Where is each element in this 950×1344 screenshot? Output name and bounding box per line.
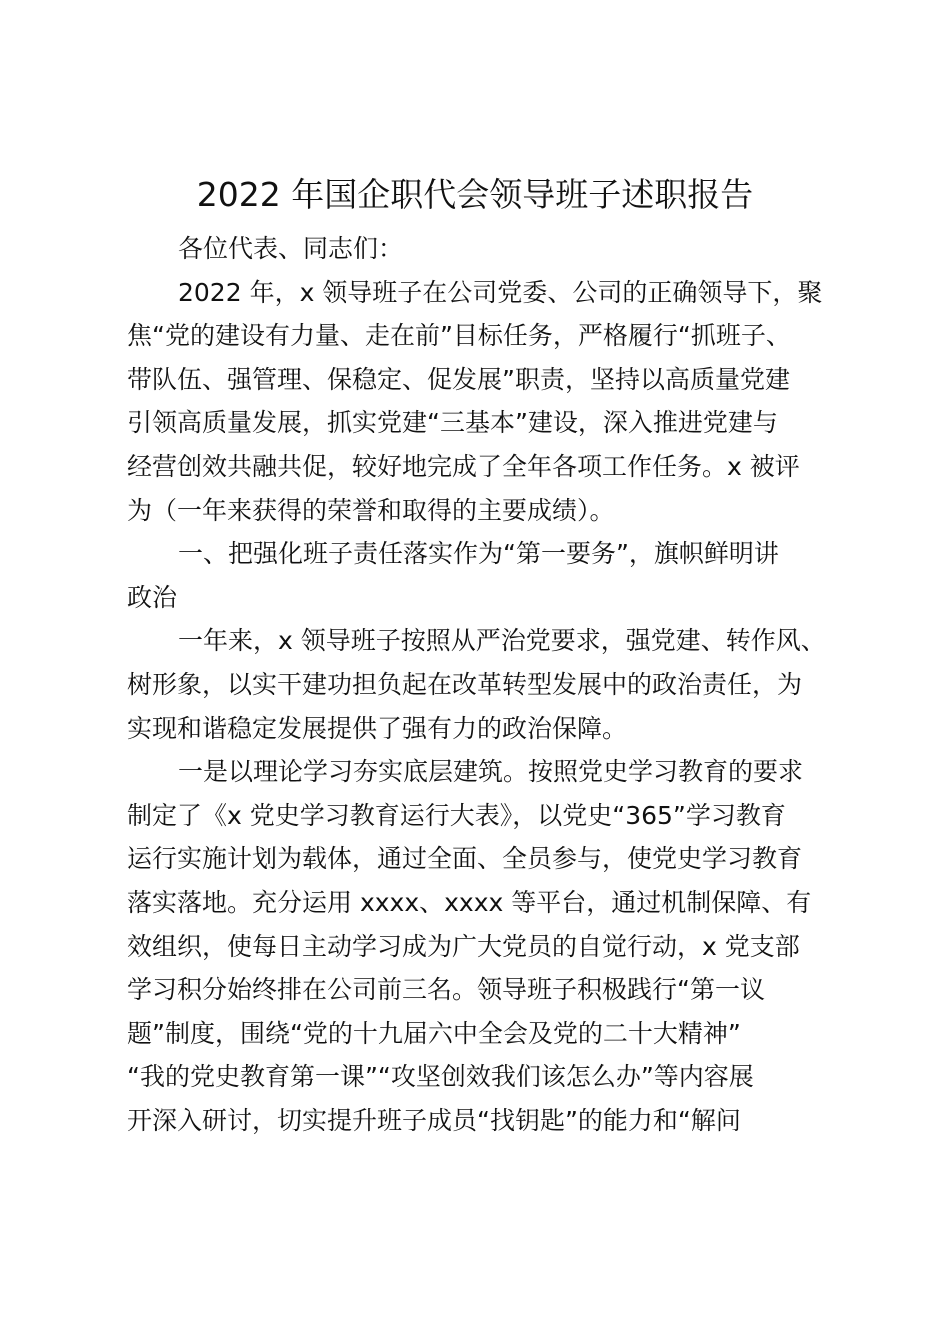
paragraph-line: 2022 年，x 领导班子在公司党委、公司的正确领导下，聚	[178, 277, 823, 307]
paragraph-line: 引领高质量发展，抓实党建“三基本”建设，深入推进党建与	[127, 408, 778, 438]
paragraph-line: 实现和谐稳定发展提供了强有力的政治保障。	[127, 713, 628, 743]
paragraph-line: 效组织，使每日主动学习成为广大党员的自觉行动，x 党支部	[127, 931, 800, 961]
paragraph-line: 一年来，x 领导班子按照从严治党要求，强党建、转作风、	[178, 626, 826, 656]
paragraph-line: 带队伍、强管理、保稳定、促发展”职责，坚持以高质量党建	[127, 364, 790, 394]
paragraph-line: 树形象，以实干建功担负起在改革转型发展中的政治责任，为	[127, 669, 803, 699]
paragraph-line: “我的党史教育第一课”“攻坚创效我们该怎么办”等内容展	[127, 1062, 754, 1092]
document-body	[127, 227, 847, 1142]
paragraph-line: 开深入研讨，切实提升班子成员“找钥匙”的能力和“解问	[127, 1105, 741, 1135]
paragraph-line: 为（一年来获得的荣誉和取得的主要成绩）。	[127, 495, 615, 525]
paragraph-line: 运行实施计划为载体，通过全面、全员参与，使党史学习教育	[127, 844, 803, 874]
paragraph-line: 政治	[127, 582, 178, 612]
paragraph-line: 一、把强化班子责任落实作为“第一要务”，旗帜鲜明讲	[178, 539, 779, 569]
paragraph-line: 焦“党的建设有力量、走在前”目标任务，严格履行“抓班子、	[127, 321, 791, 351]
paragraph-line: 学习积分始终排在公司前三名。领导班子积极践行“第一议	[127, 975, 765, 1005]
paragraph-line: 落实落地。充分运用 xxxx、xxxx 等平台，通过机制保障、有	[127, 887, 812, 917]
paragraph-line: 一是以理论学习夯实底层建筑。按照党史学习教育的要求	[178, 757, 804, 787]
paragraph-line: 制定了《x 党史学习教育运行大表》，以党史“365”学习教育	[127, 800, 786, 830]
paragraph-line: 经营创效共融共促，较好地完成了全年各项工作任务。x 被评	[127, 451, 800, 481]
document-title: 2022 年国企职代会领导班子述职报告	[196, 175, 754, 214]
paragraph-line: 各位代表、同志们：	[178, 234, 404, 263]
paragraph-line: 题”制度，围绕“党的十九届六中全会及党的二十大精神”	[127, 1018, 741, 1048]
